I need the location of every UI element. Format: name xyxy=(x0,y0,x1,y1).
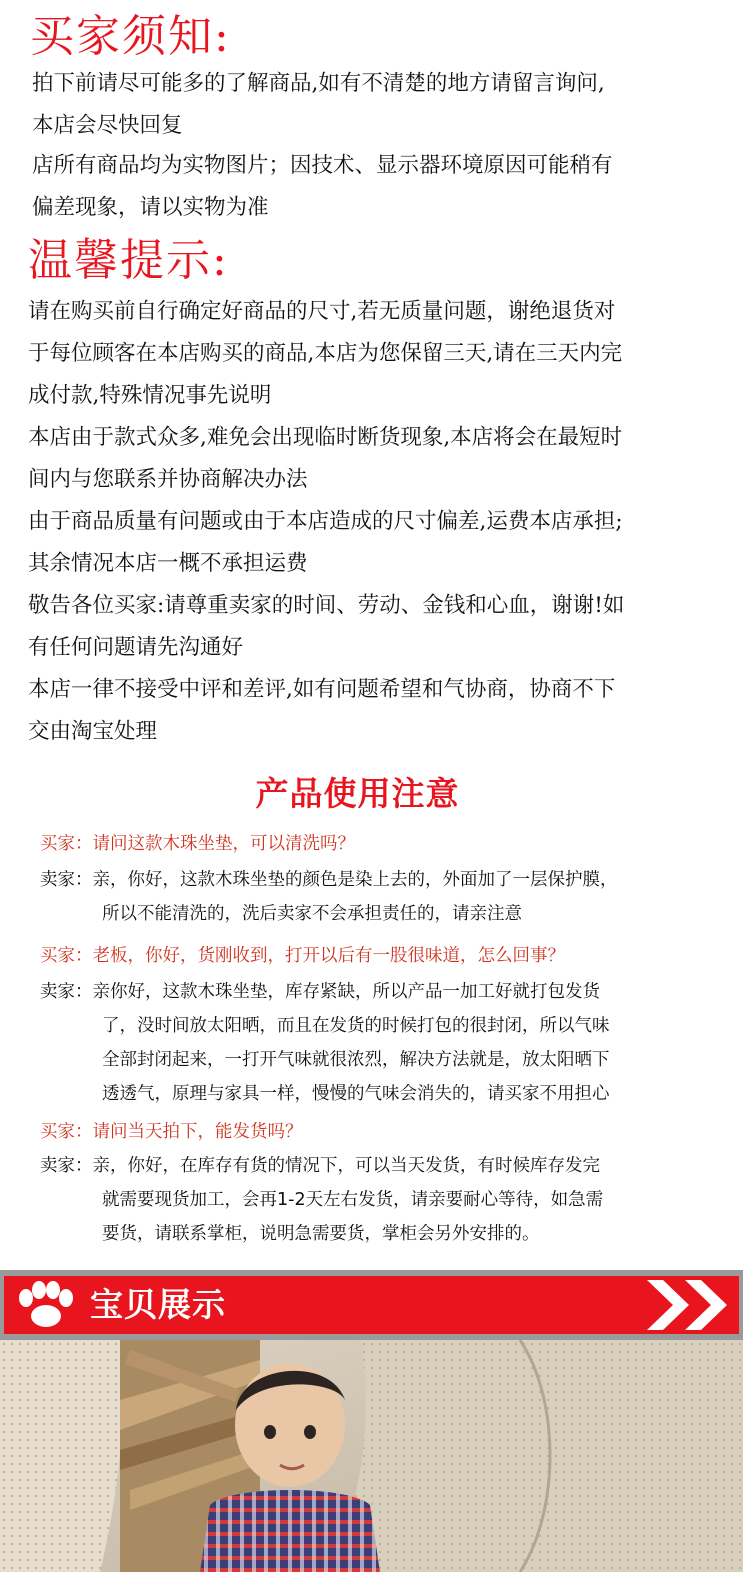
text-line: 于每位顾客在本店购买的商品,本店为您保留三天,请在三天内完 xyxy=(28,341,623,366)
product-photo-illustration xyxy=(0,1340,743,1572)
paw-icon xyxy=(12,1280,78,1330)
text-line: 敬告各位买家:请尊重卖家的时间、劳动、金钱和心血，谢谢!如 xyxy=(28,593,625,618)
text-line: 其余情况本店一概不承担运费 xyxy=(28,551,308,576)
double-chevron-right-icon xyxy=(643,1276,735,1334)
text-line: 拍下前请尽可能多的了解商品,如有不清楚的地方请留言询问, xyxy=(32,71,605,96)
usage-notes-title: 产品使用注意 xyxy=(255,774,460,813)
qa-answer: 卖家：亲，你好，这款木珠坐垫的颜色是染上去的，外面加了一层保护膜， xyxy=(40,870,618,890)
banner-red-bar xyxy=(4,1276,739,1334)
product-photo xyxy=(0,1340,743,1572)
qa-answer: 卖家：亲，你好，在库存有货的情况下，可以当天发货，有时候库存发完 xyxy=(40,1156,600,1176)
text-line: 成付款,特殊情况事先说明 xyxy=(28,383,272,408)
text-line: 请在购买前自行确定好商品的尺寸,若无质量问题，谢绝退货对 xyxy=(28,299,616,324)
text-line: 本店由于款式众多,难免会出现临时断货现象,本店将会在最短时 xyxy=(28,425,623,450)
qa-answer: 透透气，原理与家具一样，慢慢的气味会消失的，请买家不用担心 xyxy=(102,1084,610,1104)
qa-question: 买家：请问这款木珠坐垫，可以清洗吗？ xyxy=(40,834,355,854)
text-line: 本店会尽快回复 xyxy=(32,113,183,138)
text-line: 有任何问题请先沟通好 xyxy=(28,635,244,660)
text-line: 偏差现象，请以实物为准 xyxy=(32,195,269,220)
text-line: 间内与您联系并协商解决办法 xyxy=(28,467,308,492)
warm-tips-title: 温馨提示: xyxy=(28,235,229,286)
qa-question: 买家：老板，你好，货刚收到，打开以后有一股很味道，怎么回事？ xyxy=(40,946,565,966)
banner-label: 宝贝展示 xyxy=(90,1285,226,1324)
buyer-notice-title: 买家须知: xyxy=(30,11,231,62)
text-line: 店所有商品均为实物图片；因技术、显示器环境原因可能稍有 xyxy=(32,153,613,178)
text-line: 本店一律不接受中评和差评,如有问题希望和气协商，协商不下 xyxy=(28,677,616,702)
qa-answer: 了，没时间放太阳晒，而且在发货的时候打包的很封闭，所以气味 xyxy=(102,1016,610,1036)
qa-answer: 就需要现货加工，会再1-2天左右发货，请亲要耐心等待，如急需 xyxy=(102,1190,604,1210)
text-line: 由于商品质量有问题或由于本店造成的尺寸偏差,运费本店承担; xyxy=(28,509,623,534)
qa-answer: 卖家：亲你好，这款木珠坐垫，库存紧缺，所以产品一加工好就打包发货 xyxy=(40,982,600,1002)
qa-answer: 所以不能清洗的，洗后卖家不会承担责任的，请亲注意 xyxy=(102,904,522,924)
qa-answer: 全部封闭起来，一打开气味就很浓烈，解决方法就是，放太阳晒下 xyxy=(102,1050,610,1070)
text-line: 交由淘宝处理 xyxy=(28,719,158,744)
qa-answer: 要货，请联系掌柜，说明急需要货，掌柜会另外安排的。 xyxy=(102,1224,540,1244)
qa-question: 买家：请问当天拍下，能发货吗？ xyxy=(40,1122,303,1142)
product-showcase-banner xyxy=(0,1270,743,1340)
